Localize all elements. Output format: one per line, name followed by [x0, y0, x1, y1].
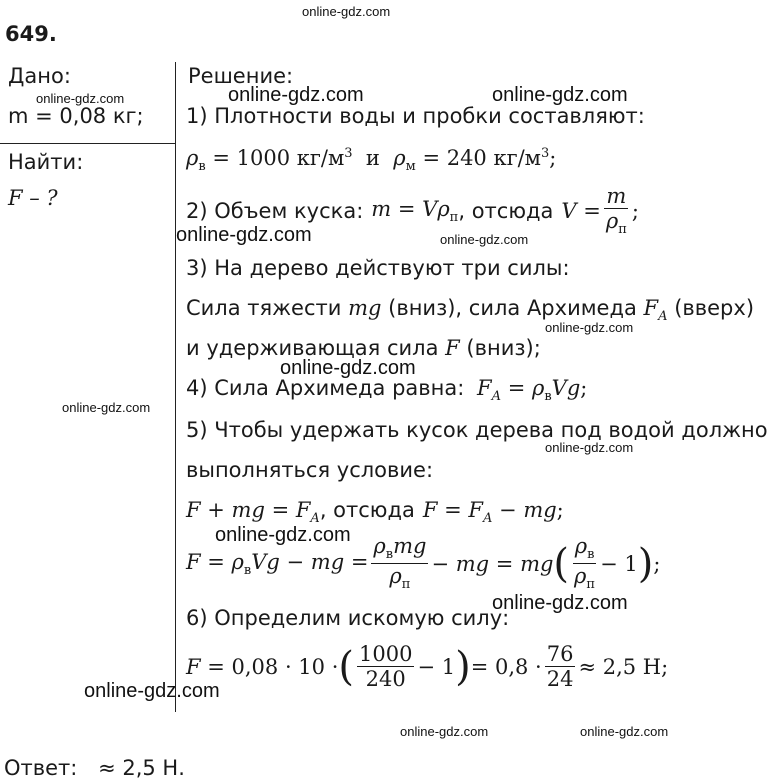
- watermark: online-gdz.com: [36, 91, 125, 106]
- watermark: online-gdz.com: [580, 724, 669, 739]
- watermark: online-gdz.com: [176, 224, 312, 246]
- watermark: online-gdz.com: [545, 320, 634, 335]
- answer: [4, 756, 185, 780]
- step-4: 4) Сила Архимеда равна: $F_A = \rho_вVg$;: [186, 376, 588, 405]
- step-5-line-1: 5) Чтобы удержать кусок дерева под водой должно: [186, 418, 768, 442]
- answer-value: ≈ 2,5 Н.: [98, 756, 185, 780]
- step-4-text: 4) Сила Архимеда равна:: [186, 376, 465, 400]
- step-1: 1) Плотности воды и пробки составляют:: [186, 104, 645, 128]
- watermark: online-gdz.com: [228, 84, 364, 106]
- watermark: online-gdz.com: [400, 724, 489, 739]
- given-label: Дано:: [8, 64, 71, 88]
- numeric-computation: F = 0,08 · 10 · ( $\frac{1000}{240}$ − 1 ) = 0,8 · $\frac{76}{24}$ ≈ 2,5 Н;: [186, 642, 669, 692]
- volume-formula: $m = V\rho_п$: [371, 197, 459, 226]
- watermark: online-gdz.com: [62, 400, 151, 415]
- step-3: 3) На дерево действуют три силы:: [186, 256, 570, 280]
- watermark: online-gdz.com: [492, 592, 628, 614]
- force-derivation: $F = \rho_вVg$ − mg = $\frac{\rho_вmg}{\rho_п}$ − mg = mg ( $\frac{\rho_в}{\rho_п}$ − 1 ) ;: [186, 534, 661, 593]
- step-3-line-1: Сила тяжести mg (вниз), сила Архимеда $F_A$ (вверх): [186, 296, 755, 325]
- step-2-mid: , отсюда: [458, 199, 554, 224]
- watermark: online-gdz.com: [545, 440, 634, 455]
- watermark: online-gdz.com: [215, 524, 351, 546]
- step-2: 2) Объем куска: $m = V\rho_п$ , отсюда V = $\frac{m}{\rho_п}$ ;: [186, 184, 639, 238]
- solution-label: Решение:: [188, 64, 294, 88]
- find-label: Найти:: [8, 150, 84, 174]
- watermark: online-gdz.com: [84, 680, 220, 702]
- watermark: online-gdz.com: [492, 84, 628, 106]
- densities-formula: $\rho_в = 1000$ $кг/м^3$ и $\rho_м = 240$ $кг/м^3$;: [186, 146, 557, 175]
- numeric-result-fraction: $\frac{76}{24}$: [546, 642, 574, 692]
- archimedes-fraction: $\frac{\rho_вmg}{\rho_п}$: [373, 534, 427, 593]
- watermark: online-gdz.com: [280, 357, 416, 379]
- given-divider: [0, 143, 176, 144]
- numeric-ratio-fraction: $\frac{1000}{240}$: [359, 642, 413, 692]
- column-divider: [175, 62, 176, 712]
- step-6: 6) Определим искомую силу:: [186, 606, 510, 630]
- answer-label: Ответ:: [4, 756, 78, 780]
- problem-number: 649.: [5, 22, 57, 46]
- step-2-text: 2) Объем куска:: [186, 199, 364, 224]
- step-5-condition: F + mg = $F_A$, отсюда $F = F_A$ − mg;: [186, 498, 564, 527]
- find-value: F – ?: [8, 186, 58, 210]
- step-5-line-2: выполняться условие:: [186, 458, 434, 482]
- given-mass: m = 0,08 кг;: [8, 104, 144, 128]
- density-ratio-fraction: $\frac{\rho_в}{\rho_п}$: [574, 534, 596, 593]
- watermark: online-gdz.com: [440, 232, 529, 247]
- header-watermark: online-gdz.com: [302, 4, 391, 19]
- volume-fraction: $\frac{m}{\rho_п}$: [605, 184, 627, 238]
- step-3-line-2: и удерживающая сила F (вниз);: [186, 336, 541, 360]
- step-5-mid: , отсюда: [319, 498, 415, 522]
- volume-result: V =: [561, 199, 601, 224]
